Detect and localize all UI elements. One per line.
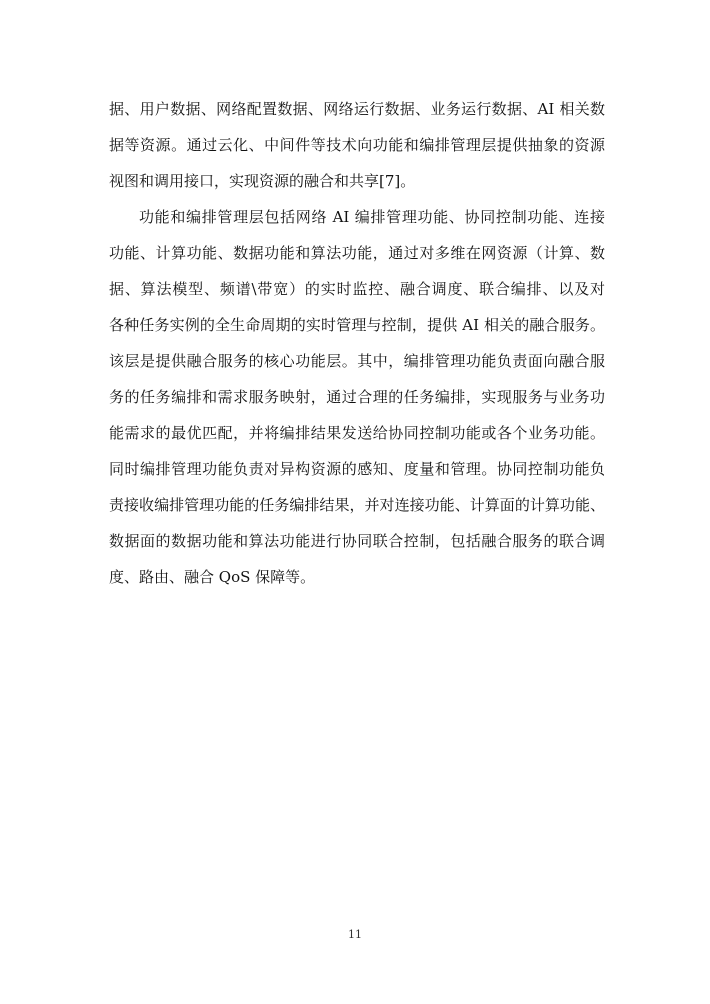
text-line: 能需求的最优匹配，并将编排结果发送给协同控制功能或各个业务功能。 bbox=[109, 424, 605, 442]
text-line: 数据面的数据功能和算法功能进行协同联合控制，包括融合服务的联合调 bbox=[109, 532, 605, 550]
text-line: 务的任务编排和需求服务映射，通过合理的任务编排，实现服务与业务功 bbox=[109, 388, 605, 406]
text-line: 度、路由、融合 QoS 保障等。 bbox=[109, 568, 316, 586]
text-line: 据、用户数据、网络配置数据、网络运行数据、业务运行数据、AI 相关数 bbox=[109, 100, 605, 118]
text-line: 各种任务实例的全生命周期的实时管理与控制，提供 AI 相关的融合服务。 bbox=[109, 316, 605, 334]
text-line: 同时编排管理功能负责对异构资源的感知、度量和管理。协同控制功能负 bbox=[109, 460, 605, 478]
text-line: 据等资源。通过云化、中间件等技术向功能和编排管理层提供抽象的资源 bbox=[109, 136, 605, 154]
text-line: 责接收编排管理功能的任务编排结果，并对连接功能、计算面的计算功能、 bbox=[109, 496, 605, 514]
text-line: 视图和调用接口，实现资源的融合和共享[7]。 bbox=[109, 172, 416, 190]
body-text bbox=[109, 91, 605, 595]
paragraph bbox=[109, 199, 605, 595]
text-line: 该层是提供融合服务的核心功能层。其中，编排管理功能负责面向融合服 bbox=[109, 352, 605, 370]
text-line: 功能、计算功能、数据功能和算法功能，通过对多维在网资源（计算、数 bbox=[109, 244, 605, 262]
paragraph bbox=[109, 91, 605, 199]
text-line: 功能和编排管理层包括网络 AI 编排管理功能、协同控制功能、连接 bbox=[139, 208, 605, 226]
text-line: 据、算法模型、频谱\带宽）的实时监控、融合调度、联合编排、以及对 bbox=[109, 280, 605, 298]
page-number: 11 bbox=[348, 928, 362, 941]
